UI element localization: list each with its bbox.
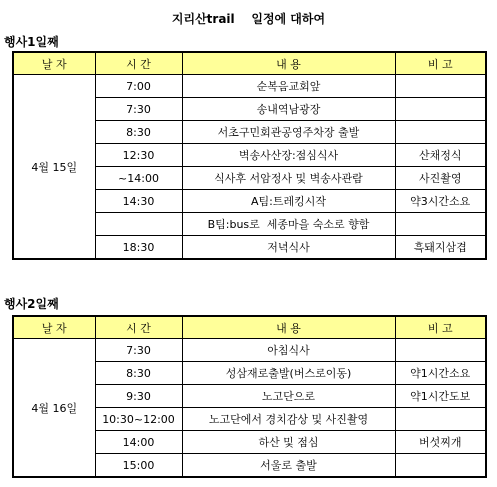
time-cell: 8:30 bbox=[95, 121, 182, 144]
note-cell: 사진촬영 bbox=[395, 167, 486, 190]
schedule-table-day-1 bbox=[12, 51, 487, 260]
time-cell: 14:30 bbox=[95, 190, 182, 213]
time-cell: 14:00 bbox=[95, 431, 182, 454]
table-header-row bbox=[13, 316, 486, 339]
content-cell: B팀:bus로 세종마을 숙소로 향함 bbox=[182, 213, 395, 236]
content-cell: 노고단으로 bbox=[182, 385, 395, 408]
time-cell: 7:00 bbox=[95, 75, 182, 98]
time-cell: 12:30 bbox=[95, 144, 182, 167]
content-cell: 하산 및 점심 bbox=[182, 431, 395, 454]
time-cell: 7:30 bbox=[95, 98, 182, 121]
header-date: 날 자 bbox=[13, 316, 95, 339]
content-cell: 순복음교회앞 bbox=[182, 75, 395, 98]
date-cell: 4월 16일 bbox=[13, 339, 95, 478]
note-cell: 약3시간소요 bbox=[395, 190, 486, 213]
time-cell: 18:30 bbox=[95, 236, 182, 260]
content-cell: 식사후 서암정사 및 벽송사관람 bbox=[182, 167, 395, 190]
date-cell: 4월 15일 bbox=[13, 75, 95, 260]
note-cell: 산채정식 bbox=[395, 144, 486, 167]
header-note: 비 고 bbox=[395, 52, 486, 75]
content-cell: 벽송사산장:점심식사 bbox=[182, 144, 395, 167]
header-note: 비 고 bbox=[395, 316, 486, 339]
time-cell: 9:30 bbox=[95, 385, 182, 408]
time-cell bbox=[95, 213, 182, 236]
note-cell: 버섯찌개 bbox=[395, 431, 486, 454]
time-cell: 7:30 bbox=[95, 339, 182, 362]
content-cell: 성삼재로출발(버스로이동) bbox=[182, 362, 395, 385]
time-cell: 10:30~12:00 bbox=[95, 408, 182, 431]
header-date: 날 자 bbox=[13, 52, 95, 75]
header-content: 내 용 bbox=[182, 316, 395, 339]
note-cell bbox=[395, 98, 486, 121]
schedule-table-day-2 bbox=[12, 315, 487, 478]
table-row bbox=[13, 339, 486, 362]
note-cell bbox=[395, 408, 486, 431]
table-header-row bbox=[13, 52, 486, 75]
header-time: 시 간 bbox=[95, 52, 182, 75]
section-2-label: 행사2일째 bbox=[4, 297, 59, 311]
section-1-label: 행사1일째 bbox=[4, 35, 59, 49]
note-cell bbox=[395, 454, 486, 478]
content-cell: 서울로 출발 bbox=[182, 454, 395, 478]
note-cell: 흑돼지삼겹 bbox=[395, 236, 486, 260]
content-cell: 서초구민회관공영주차장 출발 bbox=[182, 121, 395, 144]
content-cell: 저녁식사 bbox=[182, 236, 395, 260]
note-cell bbox=[395, 121, 486, 144]
page-title: 지리산trail 일정에 대하여 bbox=[171, 12, 326, 26]
note-cell bbox=[395, 75, 486, 98]
note-cell bbox=[395, 339, 486, 362]
content-cell: 노고단에서 경치감상 및 사진촬영 bbox=[182, 408, 395, 431]
time-cell: 15:00 bbox=[95, 454, 182, 478]
content-cell: 송내역남광장 bbox=[182, 98, 395, 121]
header-content: 내 용 bbox=[182, 52, 395, 75]
content-cell: A팀:트레킹시작 bbox=[182, 190, 395, 213]
header-time: 시 간 bbox=[95, 316, 182, 339]
time-cell: ~14:00 bbox=[95, 167, 182, 190]
content-cell: 아침식사 bbox=[182, 339, 395, 362]
note-cell: 약1시간도보 bbox=[395, 385, 486, 408]
note-cell bbox=[395, 213, 486, 236]
table-row bbox=[13, 75, 486, 98]
time-cell: 8:30 bbox=[95, 362, 182, 385]
note-cell: 약1시간소요 bbox=[395, 362, 486, 385]
